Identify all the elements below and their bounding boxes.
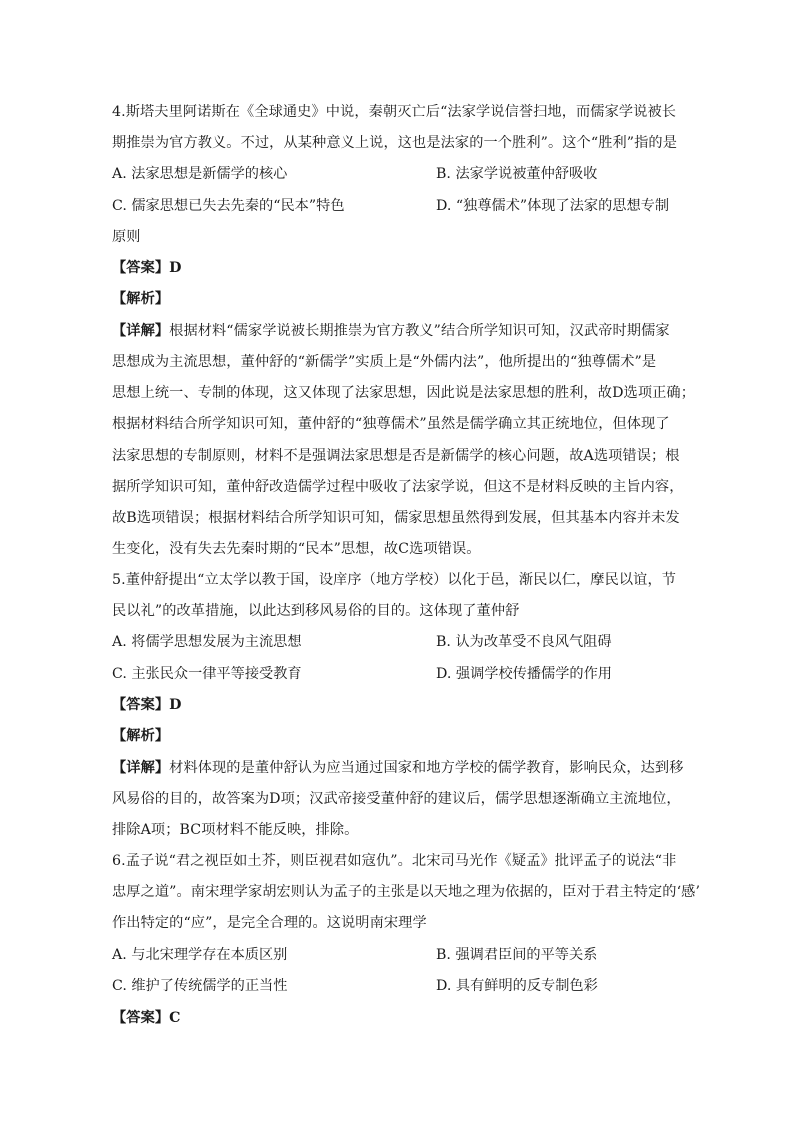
q6-answer: 【答案】C — [112, 1010, 181, 1026]
q4-detail-line-1 — [112, 321, 670, 341]
q6-stem-line-3: 作出特定的“应”，是完全合理的。这说明南宋理学 — [112, 915, 427, 931]
q4-option-d: D. “独尊儒术”体现了法家的思想专制 — [436, 198, 670, 214]
q4-detail-line-2: 思想成为主流思想，董仲舒的“新儒学”实质上是“外儒内法”，他所提出的“独尊儒术”是 — [112, 354, 657, 370]
q4-detail-line-6: 据所学知识可知，董仲舒改造儒学过程中吸收了法家学说，但这不是材料反映的主旨内容， — [112, 479, 684, 495]
q4-option-d-continuation: 原则 — [112, 229, 141, 245]
q5-detail-line-3: 排除A项；BC项材料不能反映，排除。 — [112, 822, 359, 838]
q5-detail-text-1: 材料体现的是董仲舒认为应当通过国家和地方学校的儒学教育，影响民众，达到移 — [169, 760, 684, 776]
q5-stem-line-2: 民以礼”的改革措施，以此达到移风易俗的目的。这体现了董仲舒 — [112, 603, 520, 619]
q4-stem-line-1: 4.斯塔夫里阿诺斯在《全球通史》中说，秦朝灭亡后“法家学说信誉扫地，而儒家学说被长 — [112, 104, 677, 120]
q5-stem-line-1: 5.董仲舒提出“立太学以教于国，设庠序（地方学校）以化于邑，渐民以仁，摩民以谊，节 — [112, 572, 677, 588]
q6-stem-line-2: 忠厚之道”。南宋理学家胡宏则认为孟子的主张是以天地之理为依据的，臣对于君主特定的‘感’ — [112, 884, 701, 900]
q6-option-c: C. 维护了传统儒学的正当性 — [112, 978, 288, 994]
q4-answer: 【答案】D — [112, 260, 182, 276]
q4-detail-line-7: 故B选项错误；根据材料结合所学知识可知，儒家思想虽然得到发展，但其基本内容并未发 — [112, 510, 680, 526]
q5-option-c: C. 主张民众一律平等接受教育 — [112, 666, 302, 682]
q4-detail-line-5: 法家思想的专制原则，材料不是强调法家思想是否是新儒学的核心问题，故A选项错误；根 — [112, 448, 680, 464]
q4-option-a: A. 法家思想是新儒学的核心 — [112, 166, 288, 182]
q5-option-d: D. 强调学校传播儒学的作用 — [436, 666, 612, 682]
q4-detail-text-1: 根据材料“儒家学说被长期推崇为官方教义”结合所学知识可知，汉武帝时期儒家 — [169, 323, 670, 339]
q6-option-d: D. 具有鲜明的反专制色彩 — [436, 978, 598, 994]
q6-stem-line-1: 6.孟子说“君之视臣如土芥，则臣视君如寇仇”。北宋司马光作《疑孟》批评孟子的说法“非 — [112, 853, 677, 869]
q5-detail-label: 【详解】 — [112, 760, 170, 776]
q4-option-b: B. 法家学说被董仲舒吸收 — [436, 166, 598, 182]
q5-answer: 【答案】D — [112, 697, 182, 713]
q4-analysis-label: 【解析】 — [112, 291, 170, 307]
q4-detail-label: 【详解】 — [112, 323, 170, 339]
q4-stem-line-2: 期推崇为官方教义。不过，从某种意义上说，这也是法家的一个胜利”。这个“胜利”指的是 — [112, 135, 677, 151]
q4-option-c: C. 儒家思想已失去先秦的“民本”特色 — [112, 198, 345, 214]
q4-detail-line-3: 思想上统一、专制的体现，这又体现了法家思想，因此说是法家思想的胜利，故D选项正确； — [112, 385, 695, 401]
q6-option-a: A. 与北宋理学存在本质区别 — [112, 947, 288, 963]
q5-detail-line-1 — [112, 758, 684, 778]
q5-option-a: A. 将儒学思想发展为主流思想 — [112, 634, 302, 650]
q5-detail-line-2: 风易俗的目的，故答案为D项；汉武帝接受董仲舒的建议后，儒学思想逐渐确立主流地位， — [112, 791, 681, 807]
q4-detail-line-4: 根据材料结合所学知识可知，董仲舒的“独尊儒术”虽然是儒学确立其正统地位，但体现了 — [112, 416, 670, 432]
q5-analysis-label: 【解析】 — [112, 728, 170, 744]
q4-detail-line-8: 生变化，没有失去先秦时期的“民本”思想，故C选项错误。 — [112, 541, 481, 557]
q5-option-b: B. 认为改革受不良风气阻碍 — [436, 634, 612, 650]
q6-option-b: B. 强调君臣间的平等关系 — [436, 947, 598, 963]
